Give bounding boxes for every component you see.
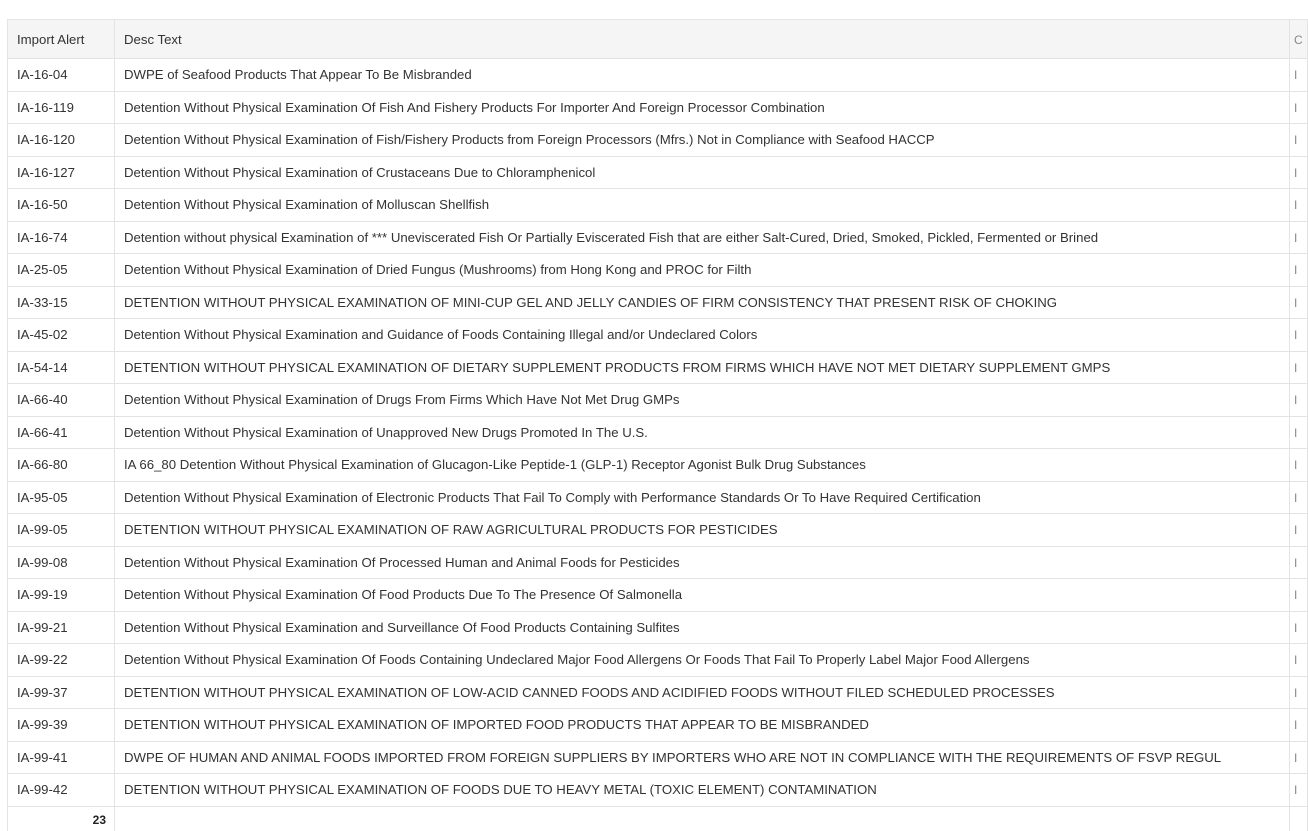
cell-import-alert[interactable]: IA-16-50 (8, 189, 115, 222)
cell-truncated[interactable] (1290, 59, 1308, 92)
truncated-cell-text: I (1294, 425, 1298, 440)
table-row[interactable] (8, 254, 1308, 287)
cell-truncated[interactable] (1290, 319, 1308, 352)
cell-truncated[interactable] (1290, 514, 1308, 547)
cell-desc-text[interactable]: DETENTION WITHOUT PHYSICAL EXAMINATION OF MINI-CUP GEL AND JELLY CANDIES OF FIRM CONSISTENCY THAT PRESENT RISK OF CHOKING (115, 286, 1290, 319)
column-header-desc-text[interactable]: Desc Text (115, 20, 1290, 59)
truncated-cell-text: I (1294, 783, 1298, 798)
header-row (8, 20, 1308, 59)
cell-import-alert[interactable]: IA-99-05 (8, 514, 115, 547)
cell-desc-text[interactable]: DETENTION WITHOUT PHYSICAL EXAMINATION OF IMPORTED FOOD PRODUCTS THAT APPEAR TO BE MISBRANDED (115, 709, 1290, 742)
cell-import-alert[interactable]: IA-16-74 (8, 221, 115, 254)
truncated-cell-text: I (1294, 328, 1298, 343)
cell-desc-text[interactable]: Detention Without Physical Examination Of Processed Human and Animal Foods for Pesticides (115, 546, 1290, 579)
table-row[interactable] (8, 59, 1308, 92)
table-row[interactable] (8, 709, 1308, 742)
table-row[interactable] (8, 91, 1308, 124)
cell-import-alert[interactable]: IA-99-42 (8, 774, 115, 807)
cell-desc-text[interactable]: Detention Without Physical Examination of Crustaceans Due to Chloramphenicol (115, 156, 1290, 189)
cell-desc-text[interactable]: Detention Without Physical Examination Of Food Products Due To The Presence Of Salmonella (115, 579, 1290, 612)
table-row[interactable] (8, 319, 1308, 352)
total-row (8, 806, 1308, 831)
cell-desc-text[interactable]: DETENTION WITHOUT PHYSICAL EXAMINATION OF DIETARY SUPPLEMENT PRODUCTS FROM FIRMS WHICH HAVE NOT MET DIETARY SUPPLEMENT GMPS (115, 351, 1290, 384)
cell-desc-text[interactable]: DWPE OF HUMAN AND ANIMAL FOODS IMPORTED FROM FOREIGN SUPPLIERS BY IMPORTERS WHO ARE NOT IN COMPLIANCE WITH THE REQUIREMENTS OF FSVP REGUL (115, 741, 1290, 774)
truncated-header-text: C (1294, 32, 1303, 47)
cell-truncated[interactable] (1290, 741, 1308, 774)
truncated-cell-text: I (1294, 295, 1298, 310)
table-row[interactable] (8, 514, 1308, 547)
truncated-cell-text: I (1294, 653, 1298, 668)
truncated-cell-text: I (1294, 133, 1298, 148)
table-row[interactable] (8, 189, 1308, 222)
truncated-cell-text: I (1294, 360, 1298, 375)
table-row[interactable] (8, 384, 1308, 417)
cell-desc-text[interactable]: DETENTION WITHOUT PHYSICAL EXAMINATION OF LOW-ACID CANNED FOODS AND ACIDIFIED FOODS WITHOUT FILED SCHEDULED PROCESSES (115, 676, 1290, 709)
cell-truncated[interactable] (1290, 481, 1308, 514)
row-count: 23 (92, 812, 106, 827)
table-row[interactable] (8, 124, 1308, 157)
cell-desc-text[interactable]: Detention Without Physical Examination of Drugs From Firms Which Have Not Met Drug GMPs (115, 384, 1290, 417)
table-row[interactable] (8, 286, 1308, 319)
cell-import-alert[interactable]: IA-66-80 (8, 449, 115, 482)
table-row[interactable] (8, 156, 1308, 189)
cell-desc-text[interactable]: Detention Without Physical Examination Of Fish And Fishery Products For Importer And Foreign Processor Combination (115, 91, 1290, 124)
cell-import-alert[interactable]: IA-99-37 (8, 676, 115, 709)
cell-import-alert[interactable]: IA-16-120 (8, 124, 115, 157)
cell-import-alert[interactable]: IA-16-127 (8, 156, 115, 189)
table-row[interactable] (8, 676, 1308, 709)
table-row[interactable] (8, 579, 1308, 612)
truncated-cell-text: I (1294, 620, 1298, 635)
truncated-cell-text: I (1294, 230, 1298, 245)
cell-truncated[interactable] (1290, 611, 1308, 644)
cell-desc-text[interactable]: Detention Without Physical Examination of Dried Fungus (Mushrooms) from Hong Kong and PROC for Filth (115, 254, 1290, 287)
table-row[interactable] (8, 644, 1308, 677)
truncated-cell-text: I (1294, 588, 1298, 603)
cell-truncated[interactable] (1290, 156, 1308, 189)
cell-truncated[interactable] (1290, 546, 1308, 579)
cell-import-alert[interactable]: IA-99-19 (8, 579, 115, 612)
table-row[interactable] (8, 741, 1308, 774)
truncated-cell-text: I (1294, 263, 1298, 278)
truncated-cell-text: I (1294, 198, 1298, 213)
table-row[interactable] (8, 774, 1308, 807)
cell-truncated[interactable] (1290, 124, 1308, 157)
total-row-edge-cell (1290, 806, 1308, 831)
cell-truncated[interactable] (1290, 774, 1308, 807)
cell-desc-text[interactable]: DETENTION WITHOUT PHYSICAL EXAMINATION OF FOODS DUE TO HEAVY METAL (TOXIC ELEMENT) CONTAMINATION (115, 774, 1290, 807)
truncated-cell-text: I (1294, 165, 1298, 180)
cell-truncated[interactable] (1290, 644, 1308, 677)
cell-import-alert[interactable]: IA-45-02 (8, 319, 115, 352)
cell-import-alert[interactable]: IA-99-21 (8, 611, 115, 644)
cell-import-alert[interactable]: IA-99-39 (8, 709, 115, 742)
table-body (8, 59, 1308, 831)
cell-desc-text[interactable]: Detention Without Physical Examination and Surveillance Of Food Products Containing Sulfites (115, 611, 1290, 644)
table-row[interactable] (8, 221, 1308, 254)
truncated-cell-text: I (1294, 718, 1298, 733)
row-count-cell (8, 806, 115, 831)
cell-import-alert[interactable]: IA-54-14 (8, 351, 115, 384)
truncated-cell-text: I (1294, 458, 1298, 473)
truncated-cell-text: I (1294, 68, 1298, 83)
cell-desc-text[interactable]: Detention Without Physical Examination of Unapproved New Drugs Promoted In The U.S. (115, 416, 1290, 449)
table-row[interactable] (8, 416, 1308, 449)
cell-import-alert[interactable]: IA-33-15 (8, 286, 115, 319)
cell-truncated[interactable] (1290, 351, 1308, 384)
truncated-cell-text: I (1294, 393, 1298, 408)
cell-import-alert[interactable]: IA-25-05 (8, 254, 115, 287)
cell-truncated[interactable] (1290, 416, 1308, 449)
cell-import-alert[interactable]: IA-66-40 (8, 384, 115, 417)
table-row[interactable] (8, 351, 1308, 384)
truncated-cell-text: I (1294, 490, 1298, 505)
cell-truncated[interactable] (1290, 254, 1308, 287)
truncated-cell-text: I (1294, 523, 1298, 538)
cell-truncated[interactable] (1290, 189, 1308, 222)
cell-truncated[interactable] (1290, 579, 1308, 612)
truncated-cell-text: I (1294, 555, 1298, 570)
cell-desc-text[interactable]: Detention Without Physical Examination of Molluscan Shellfish (115, 189, 1290, 222)
cell-truncated[interactable] (1290, 91, 1308, 124)
cell-desc-text[interactable]: DWPE of Seafood Products That Appear To Be Misbranded (115, 59, 1290, 92)
cell-desc-text[interactable]: Detention Without Physical Examination of Electronic Products That Fail To Comply with Performance Standards Or To Have Required Certification (115, 481, 1290, 514)
cell-desc-text[interactable]: Detention Without Physical Examination Of Foods Containing Undeclared Major Food Allergens Or Foods That Fail To Properly Label Major Food Allergens (115, 644, 1290, 677)
cell-truncated[interactable] (1290, 286, 1308, 319)
cell-truncated[interactable] (1290, 449, 1308, 482)
column-header-truncated[interactable] (1290, 20, 1308, 59)
cell-import-alert[interactable]: IA-99-22 (8, 644, 115, 677)
cell-truncated[interactable] (1290, 384, 1308, 417)
cell-truncated[interactable] (1290, 709, 1308, 742)
cell-import-alert[interactable]: IA-99-08 (8, 546, 115, 579)
cell-import-alert[interactable]: IA-99-41 (8, 741, 115, 774)
truncated-cell-text: I (1294, 100, 1298, 115)
cell-truncated[interactable] (1290, 676, 1308, 709)
column-header-import-alert[interactable]: Import Alert (8, 20, 115, 59)
cell-import-alert[interactable]: IA-95-05 (8, 481, 115, 514)
cell-truncated[interactable] (1290, 221, 1308, 254)
table-row[interactable] (8, 611, 1308, 644)
cell-import-alert[interactable]: IA-16-04 (8, 59, 115, 92)
table-row[interactable] (8, 449, 1308, 482)
cell-desc-text[interactable]: Detention Without Physical Examination and Guidance of Foods Containing Illegal and/or Undeclared Colors (115, 319, 1290, 352)
table-row[interactable] (8, 546, 1308, 579)
table-row[interactable] (8, 481, 1308, 514)
import-alerts-table (7, 19, 1308, 831)
cell-desc-text[interactable]: DETENTION WITHOUT PHYSICAL EXAMINATION OF RAW AGRICULTURAL PRODUCTS FOR PESTICIDES (115, 514, 1290, 547)
truncated-cell-text: I (1294, 685, 1298, 700)
cell-import-alert[interactable]: IA-66-41 (8, 416, 115, 449)
cell-import-alert[interactable]: IA-16-119 (8, 91, 115, 124)
cell-desc-text[interactable]: Detention Without Physical Examination of Fish/Fishery Products from Foreign Processors (Mfrs.) Not in Compliance with Seafood HACCP (115, 124, 1290, 157)
cell-desc-text[interactable]: IA 66_80 Detention Without Physical Examination of Glucagon-Like Peptide-1 (GLP-1) Receptor Agonist Bulk Drug Substances (115, 449, 1290, 482)
total-row-empty-cell (115, 806, 1290, 831)
truncated-cell-text: I (1294, 750, 1298, 765)
cell-desc-text[interactable]: Detention without physical Examination of *** Uneviscerated Fish Or Partially Eviscerated Fish that are either Salt-Cured, Dried, Smoked, Pickled, Fermented or Brined (115, 221, 1290, 254)
import-alerts-grid (7, 19, 1303, 827)
